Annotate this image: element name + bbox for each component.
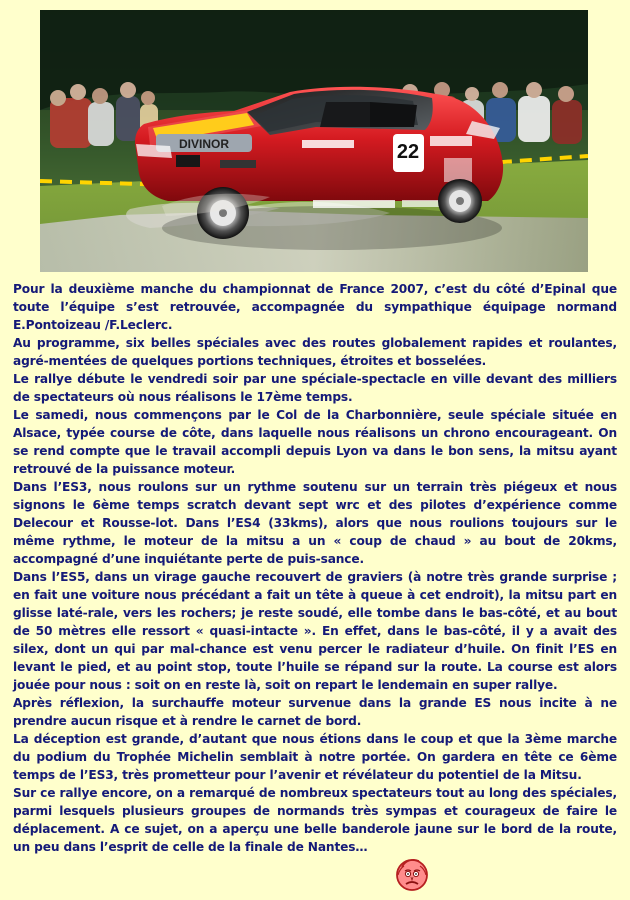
article-paragraph-1: Pour la deuxième manche du championnat de France 2007, c’est du côté d’Epinal que toute l’équipe s’est retrouvée, accompagnée du sympathique équipage normand E.Pontoizeau /F.Leclerc. [13, 282, 617, 332]
article-body [13, 280, 617, 856]
article-paragraph-3: Le rallye débute le vendredi soir par une spéciale-spectacle en ville devant des milliers de spectateurs où nous réalisons le 17ème temps. [13, 372, 617, 404]
article-paragraph-4: Le samedi, nous commençons par le Col de la Charbonnière, seule spéciale située en Alsace, typée course de côte, dans laquelle nous réalisons un chrono encourageant. On se rend compte que le travail accompli depuis Lyon va dans le bon sens, la mitsu ayant retrouvé de la puissance moteur. [13, 408, 617, 476]
article-paragraph-2: Au programme, six belles spéciales avec des routes globalement rapides et roulantes, agré-mentées de quelques portions techniques, étroites et bosselées. [13, 336, 617, 368]
article-paragraph-5: Dans l’ES3, nous roulons sur un rythme soutenu sur un terrain très piégeux et nous signons le 6ème temps scratch devant sept wrc et des pilotes d’expérience comme Delecour et Rousse-lot. Dans l’ES4 (33kms), alors que nous roulions toujours sur le même rythme, le moteur de la mitsu a un « coup de chaud » au bout de 20kms, accompagné d’une inquiétante perte de puis-sance. [13, 480, 617, 566]
car-number: 22 [396, 141, 420, 163]
sponsor-text: DIVINOR [178, 137, 230, 151]
rally-car-photo [40, 10, 588, 272]
article-paragraph-7: Après réflexion, la surchauffe moteur survenue dans la grande ES nous incite à ne prendre aucun risque et à rendre le carnet de bord. [13, 696, 617, 728]
article-paragraph-6: Dans l’ES5, dans un virage gauche recouvert de graviers (à notre très grande surprise ; en fait une voiture nous précédant a fait un tête à queue à cet endroit), la mitsu part en glisse laté-rale, vers les rochers; je reste soudé, elle tombe dans le bas-côté, et au bout de 50 mètres elle ressort « quasi-intacte ». En effet, dans le bas-côté, il y a avait des silex, dont un qui par mal-chance est venu percer le radiateur d’huile. On finit l’ES en levant le pied, et au point stop, toute l’huile se répand sur la route. La course est alors jouée pour nous : soit on en reste là, soit on repart le lendemain en super rallye. [13, 570, 617, 692]
article-paragraph-8: La déception est grande, d’autant que nous étions dans le coup et que la 3ème marche du podium du Trophée Michelin semblait à notre portée. On gardera en tête ce 6ème temps de l’ES3, très prometteur pour l’avenir et révélateur du potentiel de la Mitsu. [13, 732, 617, 782]
smiley-face-icon [392, 856, 432, 894]
article-paragraph-9: Sur ce rallye encore, on a remarqué de nombreux spectateurs tout au long des spéciales, parmi lesquels plusieurs groupes de normands très sympas et courageux de faire le déplacement. A ce sujet, on a aperçu une belle banderole jaune sur le bord de la route, un peu dans l’esprit de celle de la finale de Nantes… [13, 786, 617, 854]
